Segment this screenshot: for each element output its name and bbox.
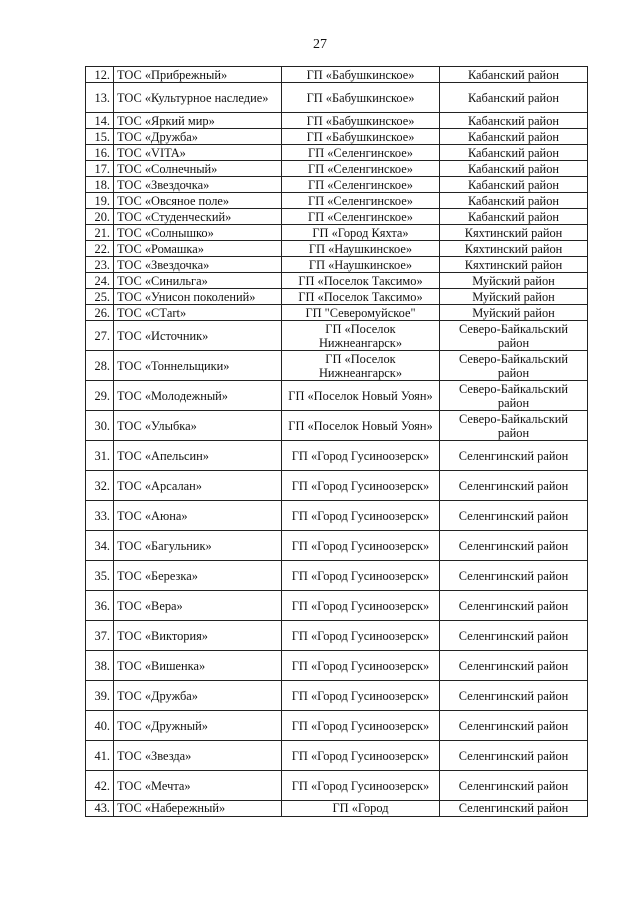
district-name: Кабанский район <box>440 145 588 161</box>
tos-table <box>85 66 588 817</box>
table-row <box>86 305 588 321</box>
tos-name: ТОС «Дружный» <box>114 711 282 741</box>
settlement-name: ГП "Северомуйское" <box>282 305 440 321</box>
row-number: 36. <box>86 591 114 621</box>
row-number: 42. <box>86 771 114 801</box>
row-number: 17. <box>86 161 114 177</box>
tos-name: ТОС «Яркий мир» <box>114 113 282 129</box>
district-name: Селенгинский район <box>440 741 588 771</box>
row-number: 33. <box>86 501 114 531</box>
row-number: 20. <box>86 209 114 225</box>
row-number: 23. <box>86 257 114 273</box>
table-row <box>86 209 588 225</box>
settlement-name: ГП «Бабушкинское» <box>282 67 440 83</box>
district-name: Селенгинский район <box>440 771 588 801</box>
tos-name: ТОС «Аюна» <box>114 501 282 531</box>
district-name: Северо-Байкальский район <box>440 381 588 411</box>
district-name: Кабанский район <box>440 83 588 113</box>
row-number: 41. <box>86 741 114 771</box>
table-row <box>86 83 588 113</box>
district-name: Северо-Байкальский район <box>440 351 588 381</box>
row-number: 43. <box>86 801 114 817</box>
settlement-name: ГП «Бабушкинское» <box>282 129 440 145</box>
table-row <box>86 411 588 441</box>
settlement-name: ГП «Город Гусиноозерск» <box>282 591 440 621</box>
settlement-name: ГП «Город Гусиноозерск» <box>282 681 440 711</box>
table-row <box>86 741 588 771</box>
table-row <box>86 711 588 741</box>
table-row <box>86 257 588 273</box>
tos-name: ТОС «Вера» <box>114 591 282 621</box>
row-number: 21. <box>86 225 114 241</box>
district-name: Селенгинский район <box>440 561 588 591</box>
tos-name: ТОС «Синильга» <box>114 273 282 289</box>
row-number: 39. <box>86 681 114 711</box>
district-name: Кяхтинский район <box>440 257 588 273</box>
settlement-name: ГП «Город Гусиноозерск» <box>282 651 440 681</box>
row-number: 24. <box>86 273 114 289</box>
row-number: 35. <box>86 561 114 591</box>
tos-table-body <box>86 67 588 817</box>
row-number: 37. <box>86 621 114 651</box>
settlement-name: ГП «Селенгинское» <box>282 209 440 225</box>
settlement-name: ГП «Поселок Новый Уоян» <box>282 411 440 441</box>
row-number: 27. <box>86 321 114 351</box>
table-row <box>86 113 588 129</box>
row-number: 22. <box>86 241 114 257</box>
row-number: 40. <box>86 711 114 741</box>
district-name: Кяхтинский район <box>440 241 588 257</box>
tos-name: ТОС «Дружба» <box>114 129 282 145</box>
table-row <box>86 193 588 209</box>
district-name: Селенгинский район <box>440 681 588 711</box>
settlement-name: ГП «Селенгинское» <box>282 177 440 193</box>
settlement-name: ГП «Поселок Нижнеангарск» <box>282 321 440 351</box>
settlement-name: ГП «Город Гусиноозерск» <box>282 561 440 591</box>
table-row <box>86 801 588 817</box>
row-number: 16. <box>86 145 114 161</box>
tos-name: ТОС «VITA» <box>114 145 282 161</box>
tos-name: ТОС «Унисон поколений» <box>114 289 282 305</box>
settlement-name: ГП «Селенгинское» <box>282 145 440 161</box>
tos-name: ТОС «Культурное наследие» <box>114 83 282 113</box>
tos-name: ТОС «Апельсин» <box>114 441 282 471</box>
settlement-name: ГП «Город Гусиноозерск» <box>282 711 440 741</box>
district-name: Кабанский район <box>440 209 588 225</box>
table-row <box>86 591 588 621</box>
table-row <box>86 129 588 145</box>
row-number: 29. <box>86 381 114 411</box>
settlement-name: ГП «Поселок Таксимо» <box>282 289 440 305</box>
settlement-name: ГП «Город Гусиноозерск» <box>282 441 440 471</box>
settlement-name: ГП «Город Гусиноозерск» <box>282 531 440 561</box>
settlement-name: ГП «Город Гусиноозерск» <box>282 621 440 651</box>
district-name: Кабанский район <box>440 67 588 83</box>
district-name: Северо-Байкальский район <box>440 321 588 351</box>
tos-name: ТОС «Молодежный» <box>114 381 282 411</box>
row-number: 18. <box>86 177 114 193</box>
tos-name: ТОС «Овсяное поле» <box>114 193 282 209</box>
district-name: Селенгинский район <box>440 651 588 681</box>
tos-name: ТОС «СТart» <box>114 305 282 321</box>
settlement-name: ГП «Бабушкинское» <box>282 113 440 129</box>
table-row <box>86 651 588 681</box>
table-row <box>86 289 588 305</box>
row-number: 12. <box>86 67 114 83</box>
settlement-name: ГП «Город Гусиноозерск» <box>282 741 440 771</box>
settlement-name: ГП «Бабушкинское» <box>282 83 440 113</box>
district-name: Кабанский район <box>440 177 588 193</box>
tos-name: ТОС «Вишенка» <box>114 651 282 681</box>
district-name: Селенгинский район <box>440 621 588 651</box>
settlement-name: ГП «Селенгинское» <box>282 161 440 177</box>
tos-name: ТОС «Звездочка» <box>114 177 282 193</box>
table-row <box>86 531 588 561</box>
tos-name: ТОС «Ромашка» <box>114 241 282 257</box>
tos-name: ТОС «Виктория» <box>114 621 282 651</box>
settlement-name: ГП «Город <box>282 801 440 817</box>
district-name: Муйский район <box>440 305 588 321</box>
district-name: Селенгинский район <box>440 471 588 501</box>
table-row <box>86 441 588 471</box>
tos-name: ТОС «Звезда» <box>114 741 282 771</box>
district-name: Селенгинский район <box>440 801 588 817</box>
tos-name: ТОС «Багульник» <box>114 531 282 561</box>
settlement-name: ГП «Город Гусиноозерск» <box>282 501 440 531</box>
district-name: Селенгинский район <box>440 591 588 621</box>
table-row <box>86 225 588 241</box>
table-row <box>86 321 588 351</box>
row-number: 30. <box>86 411 114 441</box>
district-name: Кабанский район <box>440 113 588 129</box>
table-row <box>86 161 588 177</box>
tos-name: ТОС «Арсалан» <box>114 471 282 501</box>
settlement-name: ГП «Поселок Новый Уоян» <box>282 381 440 411</box>
row-number: 32. <box>86 471 114 501</box>
tos-name: ТОС «Улыбка» <box>114 411 282 441</box>
table-row <box>86 241 588 257</box>
settlement-name: ГП «Город Кяхта» <box>282 225 440 241</box>
district-name: Селенгинский район <box>440 501 588 531</box>
row-number: 26. <box>86 305 114 321</box>
row-number: 15. <box>86 129 114 145</box>
settlement-name: ГП «Наушкинское» <box>282 241 440 257</box>
table-row <box>86 621 588 651</box>
district-name: Муйский район <box>440 289 588 305</box>
row-number: 25. <box>86 289 114 305</box>
table-row <box>86 501 588 531</box>
settlement-name: ГП «Поселок Таксимо» <box>282 273 440 289</box>
table-row <box>86 771 588 801</box>
district-name: Кабанский район <box>440 161 588 177</box>
district-name: Селенгинский район <box>440 531 588 561</box>
tos-name: ТОС «Студенческий» <box>114 209 282 225</box>
settlement-name: ГП «Поселок Нижнеангарск» <box>282 351 440 381</box>
settlement-name: ГП «Город Гусиноозерск» <box>282 771 440 801</box>
district-name: Кабанский район <box>440 193 588 209</box>
district-name: Селенгинский район <box>440 441 588 471</box>
tos-name: ТОС «Источник» <box>114 321 282 351</box>
tos-name: ТОС «Звездочка» <box>114 257 282 273</box>
tos-name: ТОС «Мечта» <box>114 771 282 801</box>
table-row <box>86 145 588 161</box>
district-name: Кабанский район <box>440 129 588 145</box>
tos-name: ТОС «Прибрежный» <box>114 67 282 83</box>
table-row <box>86 67 588 83</box>
table-row <box>86 381 588 411</box>
tos-name: ТОС «Дружба» <box>114 681 282 711</box>
district-name: Селенгинский район <box>440 711 588 741</box>
settlement-name: ГП «Селенгинское» <box>282 193 440 209</box>
row-number: 28. <box>86 351 114 381</box>
tos-name: ТОС «Березка» <box>114 561 282 591</box>
row-number: 34. <box>86 531 114 561</box>
tos-name: ТОС «Тоннельщики» <box>114 351 282 381</box>
table-row <box>86 471 588 501</box>
tos-name: ТОС «Солнечный» <box>114 161 282 177</box>
table-row <box>86 273 588 289</box>
tos-name: ТОС «Солнышко» <box>114 225 282 241</box>
district-name: Кяхтинский район <box>440 225 588 241</box>
table-row <box>86 177 588 193</box>
row-number: 31. <box>86 441 114 471</box>
table-row <box>86 351 588 381</box>
settlement-name: ГП «Город Гусиноозерск» <box>282 471 440 501</box>
table-row <box>86 561 588 591</box>
page-number: 27 <box>313 37 327 52</box>
row-number: 38. <box>86 651 114 681</box>
settlement-name: ГП «Наушкинское» <box>282 257 440 273</box>
table-row <box>86 681 588 711</box>
row-number: 19. <box>86 193 114 209</box>
row-number: 14. <box>86 113 114 129</box>
district-name: Муйский район <box>440 273 588 289</box>
district-name: Северо-Байкальский район <box>440 411 588 441</box>
tos-name: ТОС «Набережный» <box>114 801 282 817</box>
row-number: 13. <box>86 83 114 113</box>
